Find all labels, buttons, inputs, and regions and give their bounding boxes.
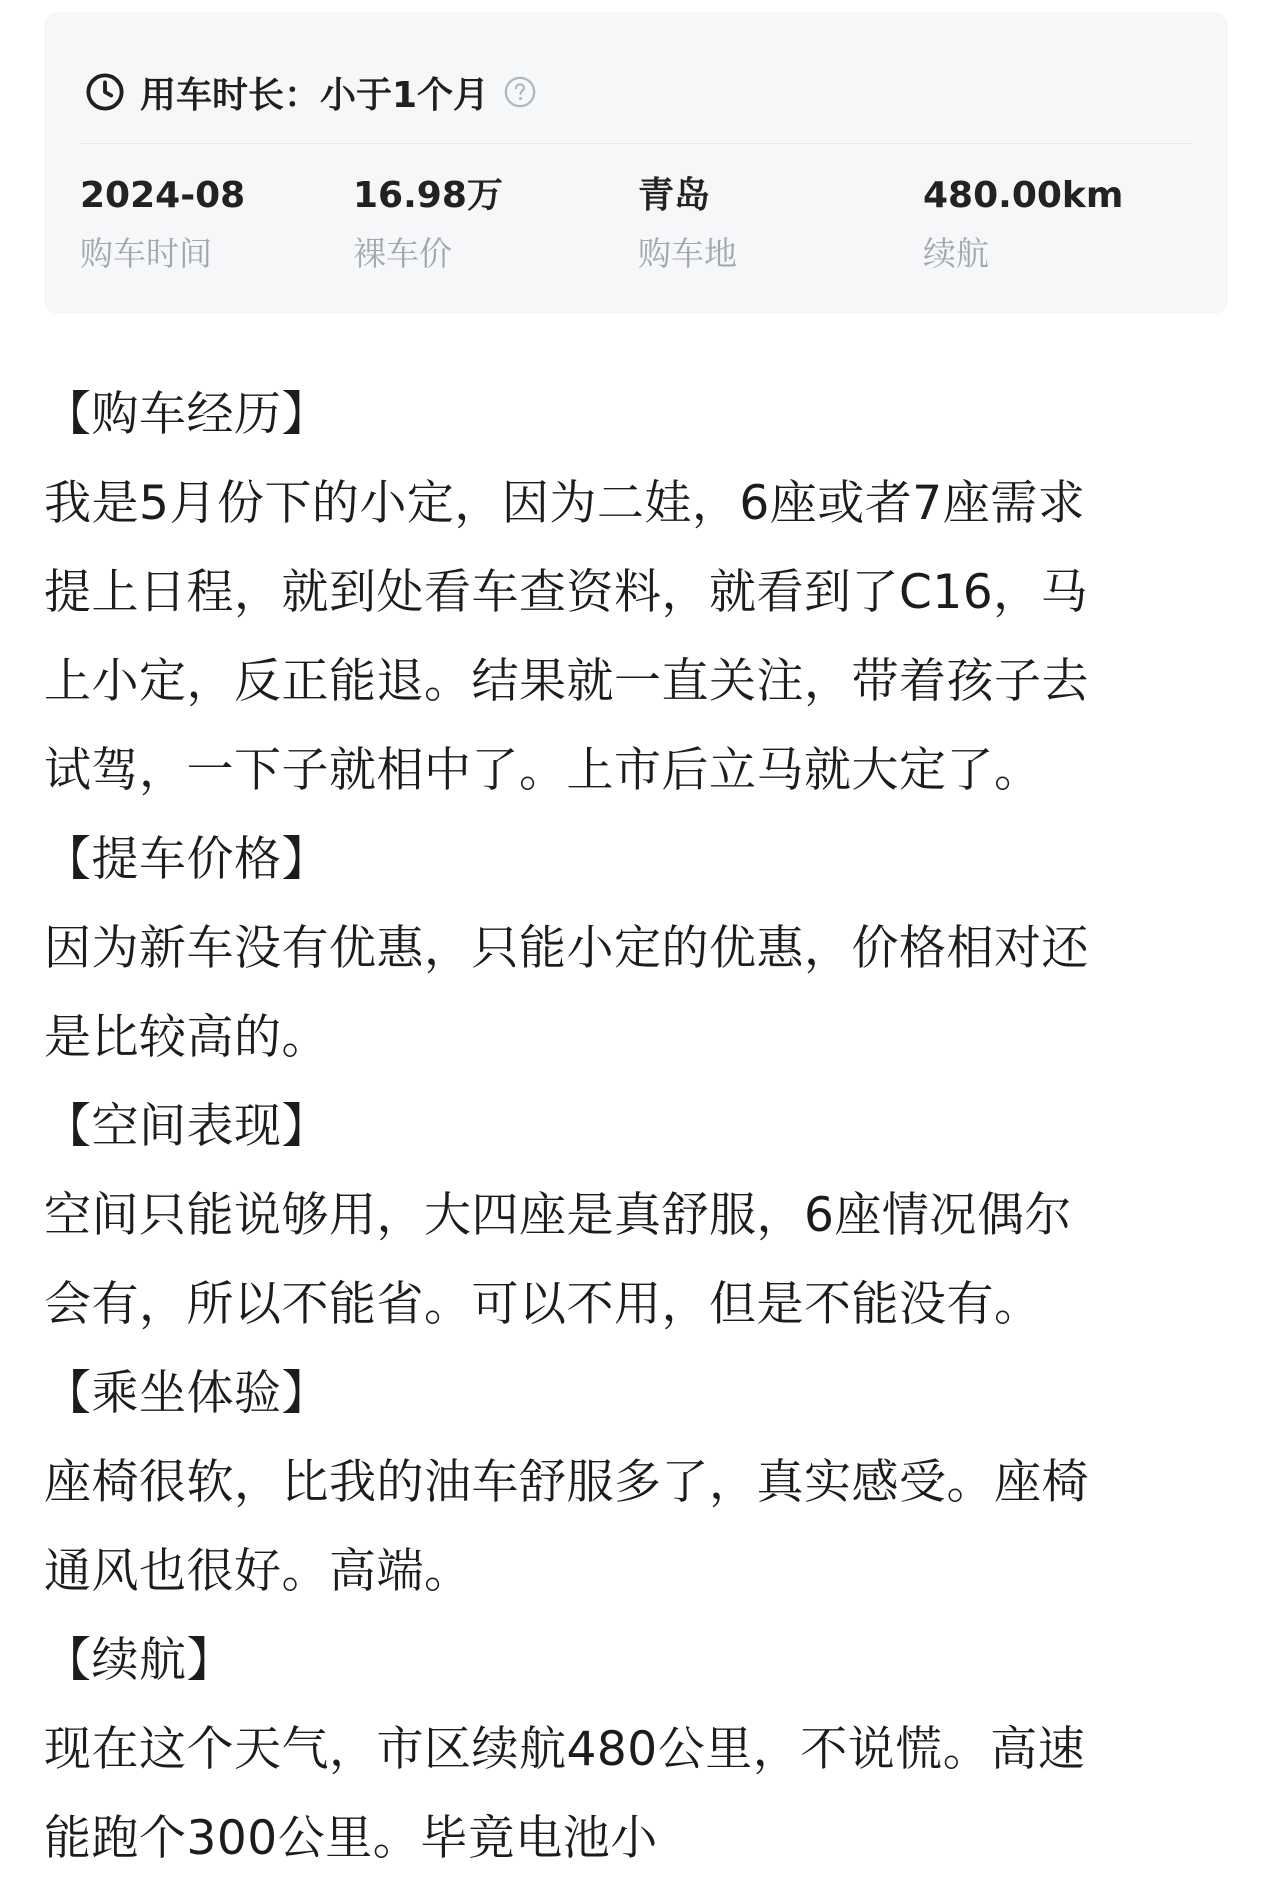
paragraph-line: 我是5月份下的小定，因为二娃，6座或者7座需求 [44, 476, 1086, 531]
paragraph-line: 空间只能说够用，大四座是真舒服，6座情况偶尔 [44, 1188, 1072, 1243]
paragraph-line: 试驾，一下子就相中了。上市后立马就大定了。 [44, 743, 1042, 798]
car-info-card [44, 12, 1228, 314]
stat-purchase-date [80, 174, 245, 274]
stat-value: 青岛 [638, 175, 711, 216]
stat-label: 购车时间 [80, 234, 212, 273]
stat-label: 裸车价 [353, 234, 452, 273]
stat-label: 购车地 [638, 234, 737, 273]
stat-label: 续航 [923, 234, 989, 273]
stat-price [353, 174, 503, 274]
ownership-duration [84, 64, 537, 120]
stat-value: 480.00km [923, 175, 1124, 216]
paragraph-line: 通风也很好。高端。 [44, 1544, 472, 1599]
ownership-duration-text: 用车时长：小于1个月 [140, 74, 490, 116]
paragraph-line: 是比较高的。 [44, 1010, 329, 1065]
clock-icon [84, 71, 126, 113]
stat-location [638, 174, 737, 274]
question-circle-icon[interactable] [503, 75, 537, 109]
paragraph-line: 现在这个天气，市区续航480公里，不说慌。高速 [44, 1722, 1086, 1777]
stat-value: 16.98万 [353, 175, 503, 216]
stat-value: 2024-08 [80, 175, 246, 216]
paragraph-line: 座椅很软，比我的油车舒服多了，真实感受。座椅 [44, 1455, 1089, 1510]
section-heading-range: 【续航】 [44, 1633, 234, 1688]
stat-range [923, 174, 1123, 274]
section-heading-purchase: 【购车经历】 [44, 387, 329, 442]
paragraph-line: 能跑个300公里。毕竟电池小 [44, 1811, 658, 1866]
section-heading-ride: 【乘坐体验】 [44, 1366, 329, 1421]
section-heading-space: 【空间表现】 [44, 1099, 329, 1154]
paragraph-line: 提上日程，就到处看车查资料，就看到了C16，马 [44, 565, 1089, 620]
paragraph-line: 会有，所以不能省。可以不用，但是不能没有。 [44, 1277, 1042, 1332]
review-body [44, 370, 1234, 1883]
card-divider [80, 143, 1192, 144]
paragraph-line: 因为新车没有优惠，只能小定的优惠，价格相对还 [44, 921, 1089, 976]
section-heading-price: 【提车价格】 [44, 832, 329, 887]
paragraph-line: 上小定，反正能退。结果就一直关注，带着孩子去 [44, 654, 1089, 709]
